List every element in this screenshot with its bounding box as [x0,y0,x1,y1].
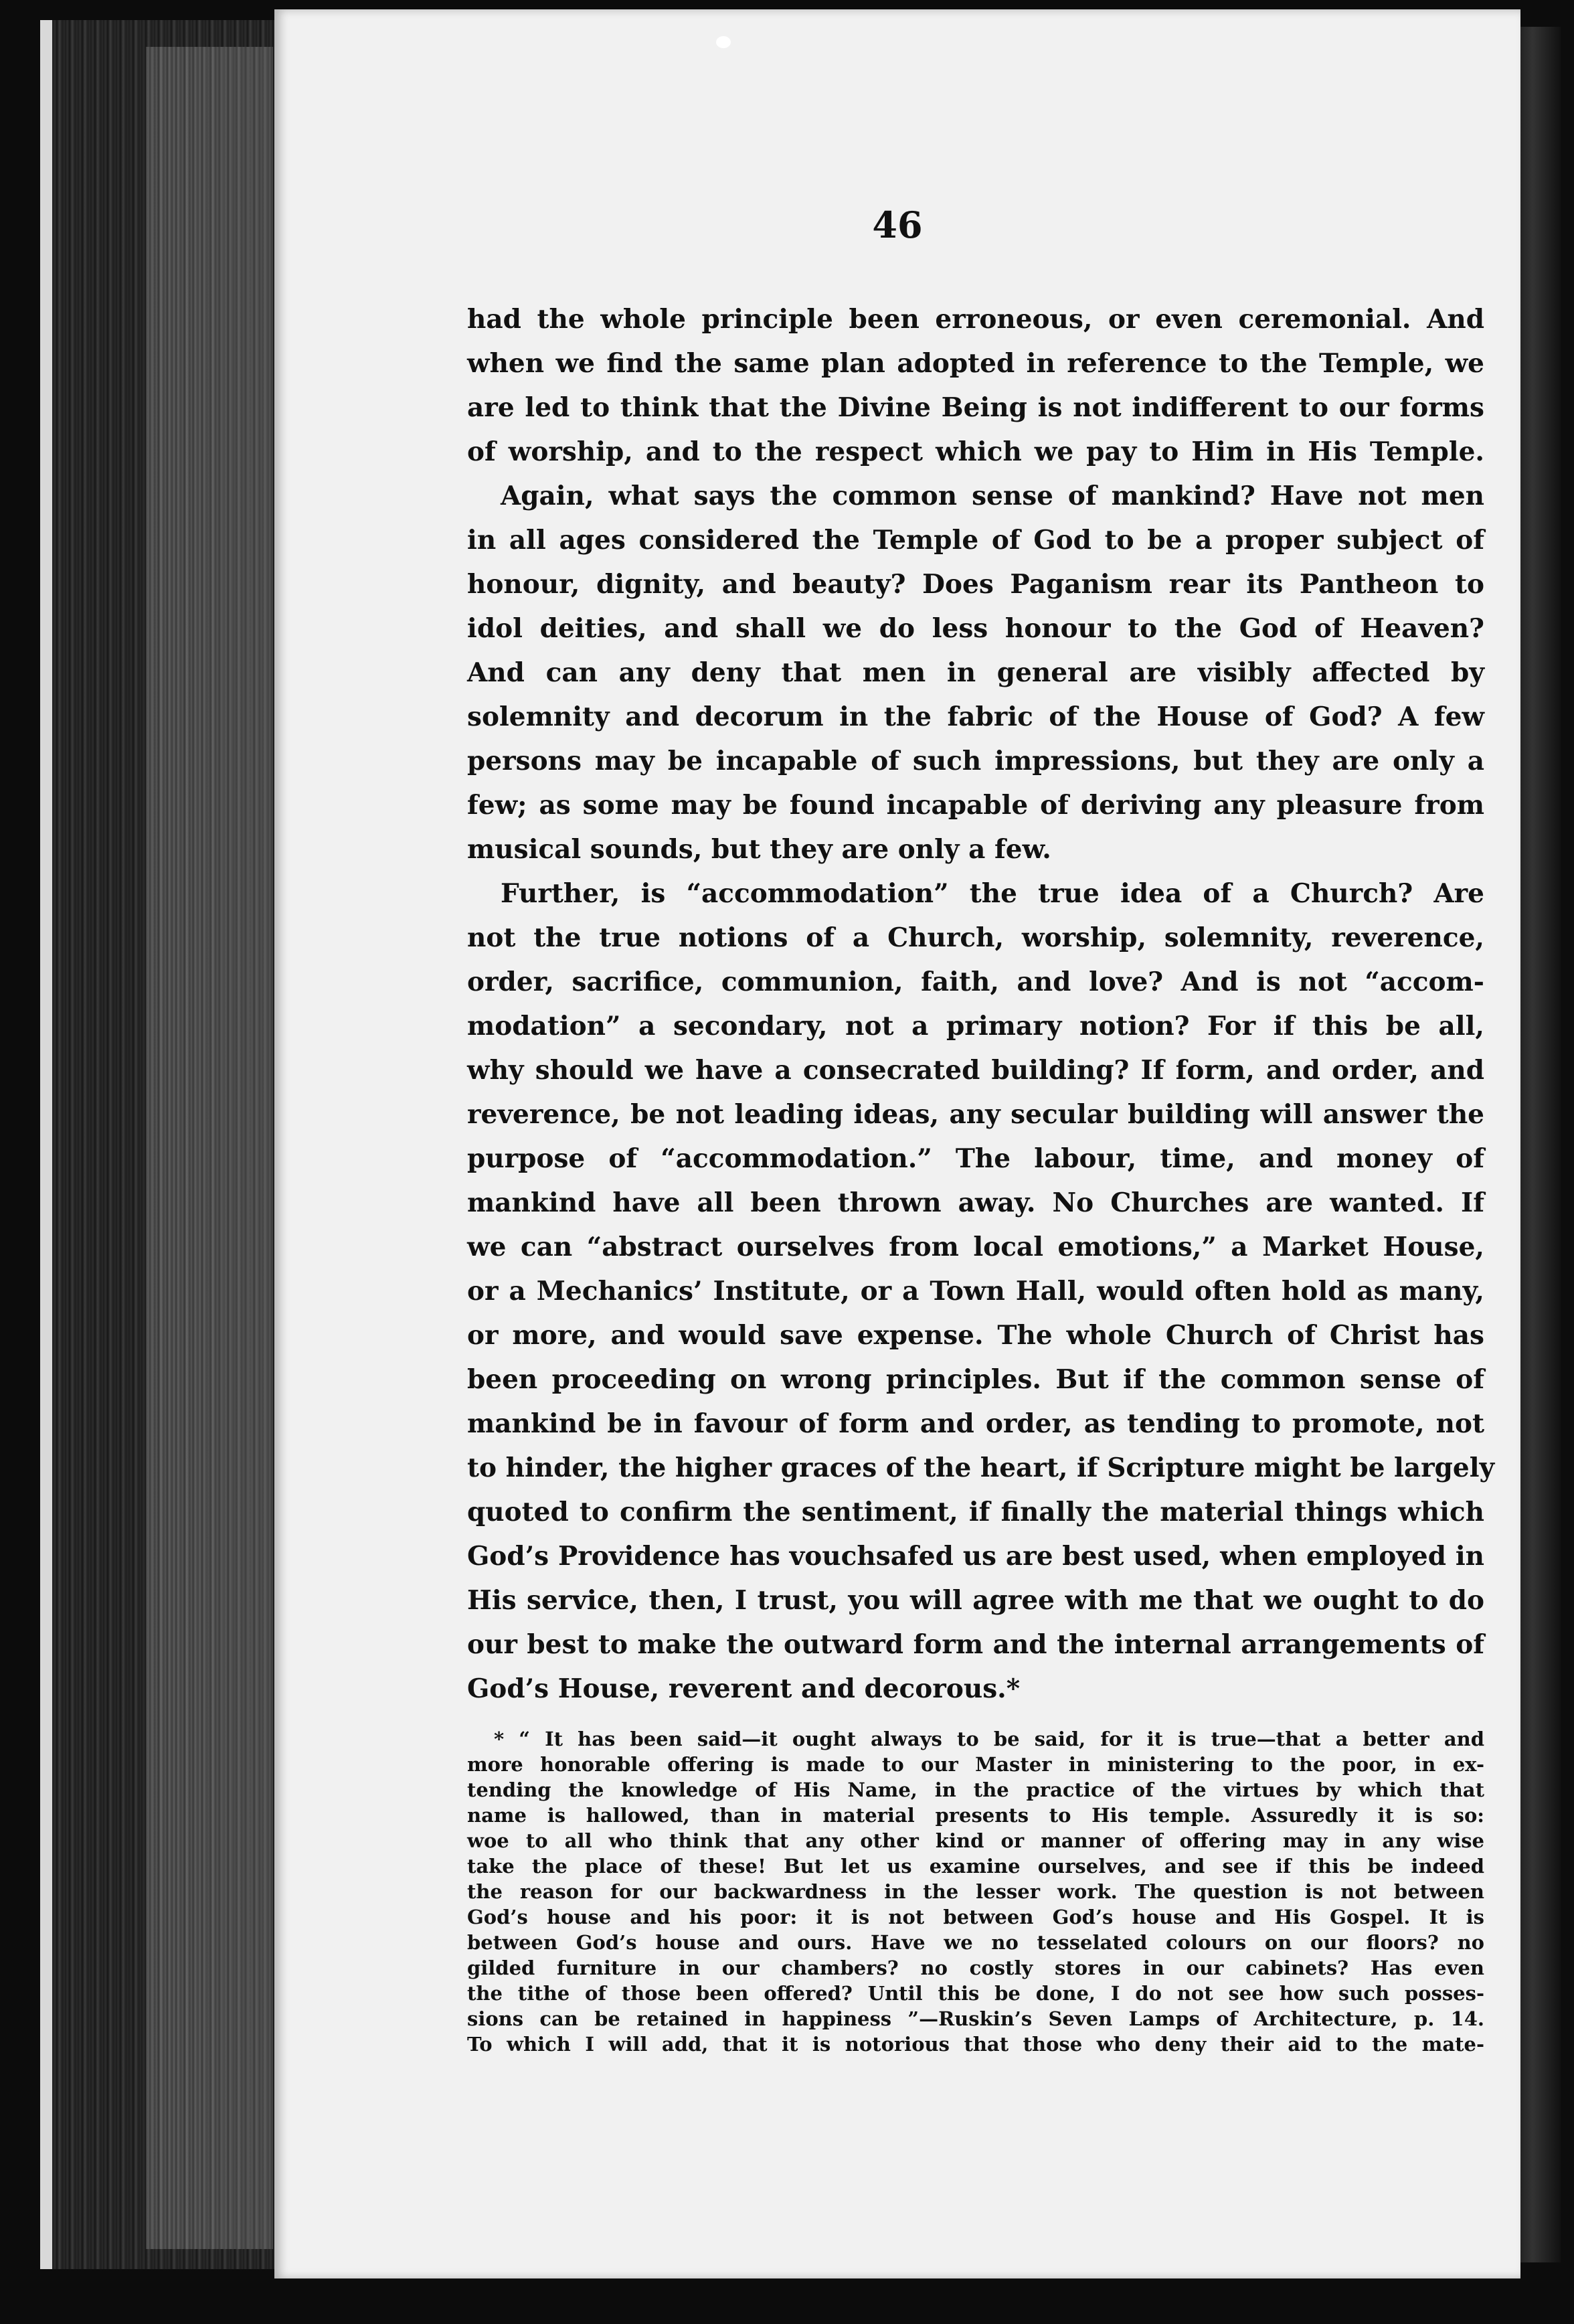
footnote-line: take the place of these! But let us examine ourselves, and see if this be indeed [467,1855,1484,1878]
body-line: idol deities, and shall we do less honour to the God of Heaven? [467,613,1484,644]
body-line: God’s House, reverent and decorous.* [467,1673,1021,1704]
body-line: order, sacrifice, communion, faith, and love? And is not “accom- [467,967,1484,997]
body-line: quoted to confirm the sentiment, if finally the material things which [467,1497,1484,1527]
footnote-line: * “ It has been said—it ought always to be said, for it is true—that a better and [494,1728,1484,1750]
body-line: to hinder, the higher graces of the heart, if Scripture might be largely [467,1452,1495,1483]
paper-speck [716,36,731,48]
body-line: few; as some may be found incapable of deriving any pleasure from [467,790,1484,821]
book-page-edges [40,20,280,2269]
body-line: purpose of “accommodation.” The labour, time, and money of [467,1143,1484,1174]
book-page-edges-highlight [146,47,273,2249]
body-line: our best to make the outward form and the internal arrangements of [467,1629,1484,1660]
body-line: in all ages considered the Temple of God to be a proper subject of [467,525,1484,556]
body-text [467,297,1495,1711]
footnote-line: woe to all who think that any other kind or manner of offering may in any wise [467,1829,1484,1852]
body-line: mankind have all been thrown away. No Churches are wanted. If [467,1187,1484,1218]
body-line: honour, dignity, and beauty? Does Paganism rear its Pantheon to [467,569,1484,600]
footnote-line: the reason for our backwardness in the lesser work. The question is not between [467,1880,1484,1903]
footnote-line: the tithe of those been offered? Until this be done, I do not see how such posses- [467,1982,1484,2005]
body-line: or more, and would save expense. The whole Church of Christ has [467,1320,1484,1351]
footnote-line: name is hallowed, than in material presents to His temple. Assuredly it is so: [467,1804,1484,1827]
body-line: musical sounds, but they are only a few. [467,834,1051,865]
book-page [274,9,1520,2278]
body-line: had the whole principle been erroneous, or even ceremonial. And [467,304,1484,335]
body-line: been proceeding on wrong principles. But if the common sense of [467,1364,1484,1395]
body-line: mankind be in favour of form and order, as tending to promote, not [467,1408,1484,1439]
footnote-line: more honorable offering is made to our Master in ministering to the poor, in ex- [467,1753,1484,1776]
facing-page-edge [1514,27,1561,2262]
footnote-line: sions can be retained in happiness ”—Ruskin’s Seven Lamps of Architecture, p. 14. [467,2007,1484,2030]
body-line: His service, then, I trust, you will agree with me that we ought to do [467,1585,1484,1616]
body-line: why should we have a consecrated building? If form, and order, and [467,1055,1484,1086]
body-line: we can “abstract ourselves from local emotions,” a Market House, [467,1232,1484,1262]
body-line: Further, is “accommodation” the true idea of a Church? Are [501,878,1484,909]
footnote-line: gilded furniture in our chambers? no costly stores in our cabinets? Has even [467,1957,1484,1979]
page-number: 46 [872,203,923,246]
body-line: not the true notions of a Church, worship, solemnity, reverence, [467,922,1484,953]
body-line: Again, what says the common sense of mankind? Have not men [501,481,1484,511]
footnote-line: To which I will add, that it is notorious that those who deny their aid to the mate- [467,2033,1484,2056]
body-line: God’s Providence has vouchsafed us are best used, when employed in [467,1541,1484,1572]
body-line: And can any deny that men in general are visibly affected by [467,657,1484,688]
body-line: solemnity and decorum in the fabric of the House of God? A few [467,701,1484,732]
body-line: are led to think that the Divine Being is not indifferent to our forms [467,392,1484,423]
body-line: persons may be incapable of such impressions, but they are only a [467,746,1484,776]
body-line: modation” a secondary, not a primary notion? For if this be all, [467,1011,1484,1042]
footnote-line: between God’s house and ours. Have we no tesselated colours on our floors? no [467,1931,1484,1954]
footnote-line: tending the knowledge of His Name, in the practice of the virtues by which that [467,1778,1484,1801]
footnote-line: God’s house and his poor: it is not between God’s house and His Gospel. It is [467,1906,1484,1928]
body-line: reverence, be not leading ideas, any secular building will answer the [467,1099,1484,1130]
body-line: or a Mechanics’ Institute, or a Town Hall, would often hold as many, [467,1276,1484,1307]
body-line: of worship, and to the respect which we pay to Him in His Temple. [467,436,1484,467]
body-line: when we find the same plan adopted in reference to the Temple, we [467,348,1484,379]
footnote [467,1726,1484,2057]
